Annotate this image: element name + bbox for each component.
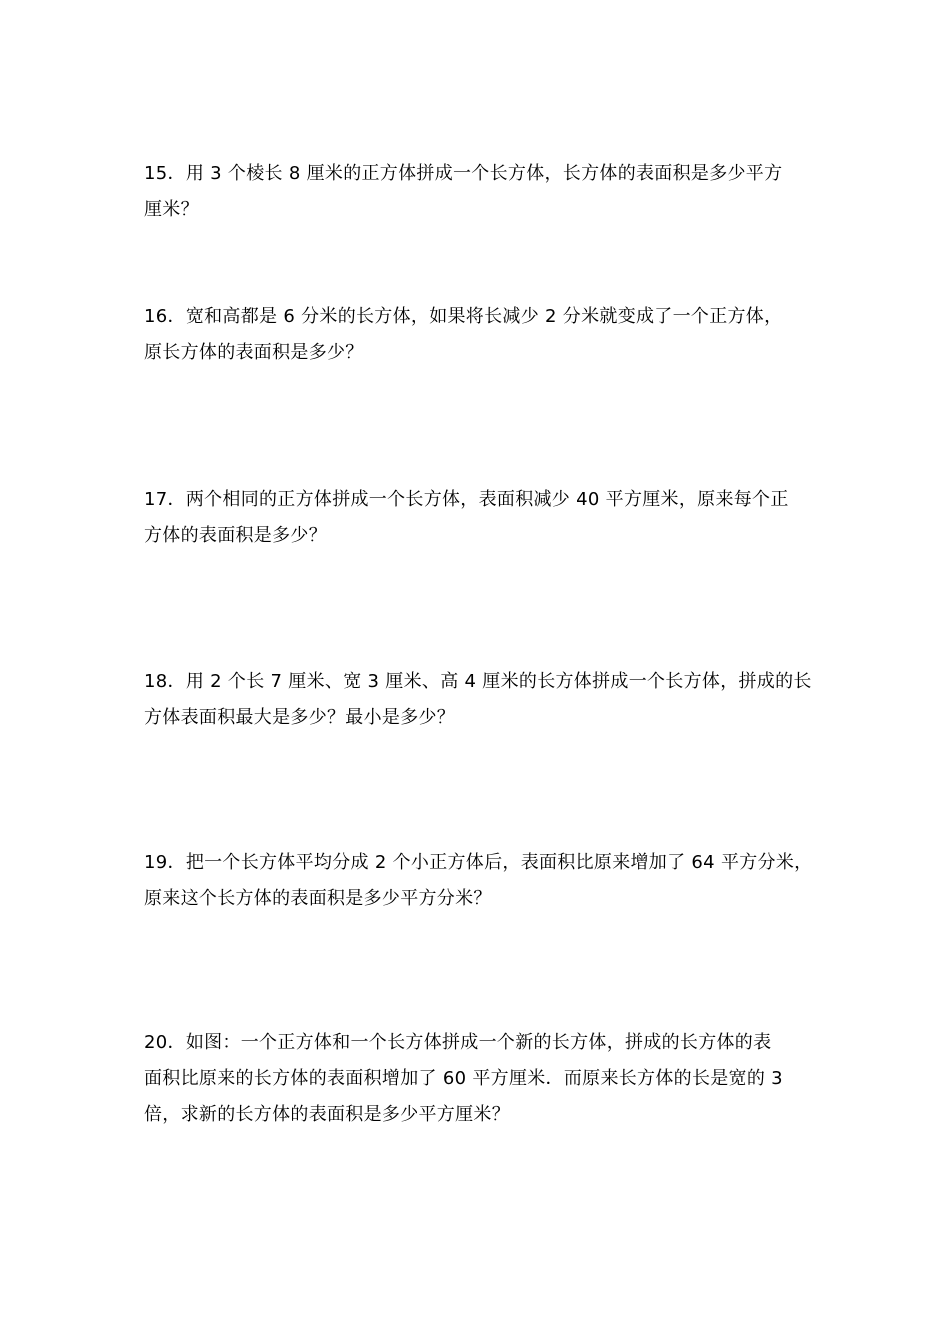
problem-20 <box>144 1025 824 1133</box>
problem-text: 宽和高都是 6 分米的长方体，如果将长减少 2 分米就变成了一个正方体， <box>185 306 783 327</box>
problem-line <box>144 299 824 335</box>
problem-line <box>144 845 824 881</box>
problem-text: 用 3 个棱长 8 厘米的正方体拼成一个长方体，长方体的表面积是多少平方 <box>185 163 783 184</box>
problem-number: 16． <box>144 306 186 327</box>
problem-line: 倍，求新的长方体的表面积是多少平方厘米？ <box>144 1104 510 1125</box>
problem-line: 方体表面积最大是多少？最小是多少？ <box>144 707 456 728</box>
problem-line: 原长方体的表面积是多少？ <box>144 342 364 363</box>
problem-text: 把一个长方体平均分成 2 个小正方体后，表面积比原来增加了 64 平方分米， <box>185 852 813 873</box>
problem-number: 19． <box>144 852 186 873</box>
problem-line: 面积比原来的长方体的表面积增加了 60 平方厘米．而原来长方体的长是宽的 3 <box>144 1068 783 1089</box>
problem-line <box>144 1025 824 1061</box>
problem-17 <box>144 482 824 554</box>
problem-text: 如图：一个正方体和一个长方体拼成一个新的长方体，拼成的长方体的表 <box>185 1032 772 1053</box>
problem-line <box>144 664 824 700</box>
problem-text: 两个相同的正方体拼成一个长方体，表面积减少 40 平方厘米，原来每个正 <box>185 489 789 510</box>
problem-number: 15． <box>144 163 186 184</box>
problem-line: 方体的表面积是多少？ <box>144 525 327 546</box>
problem-19 <box>144 845 824 917</box>
problem-number: 20． <box>144 1032 186 1053</box>
problem-line <box>144 482 824 518</box>
problem-line: 厘米？ <box>144 199 199 220</box>
problem-number: 17． <box>144 489 186 510</box>
problem-text: 用 2 个长 7 厘米、宽 3 厘米、高 4 厘米的长方体拼成一个长方体，拼成的长 <box>185 671 812 692</box>
problem-line <box>144 156 824 192</box>
problem-18 <box>144 664 824 736</box>
problem-16 <box>144 299 824 371</box>
problem-number: 18． <box>144 671 186 692</box>
problem-15 <box>144 156 824 228</box>
problem-line: 原来这个长方体的表面积是多少平方分米？ <box>144 888 492 909</box>
